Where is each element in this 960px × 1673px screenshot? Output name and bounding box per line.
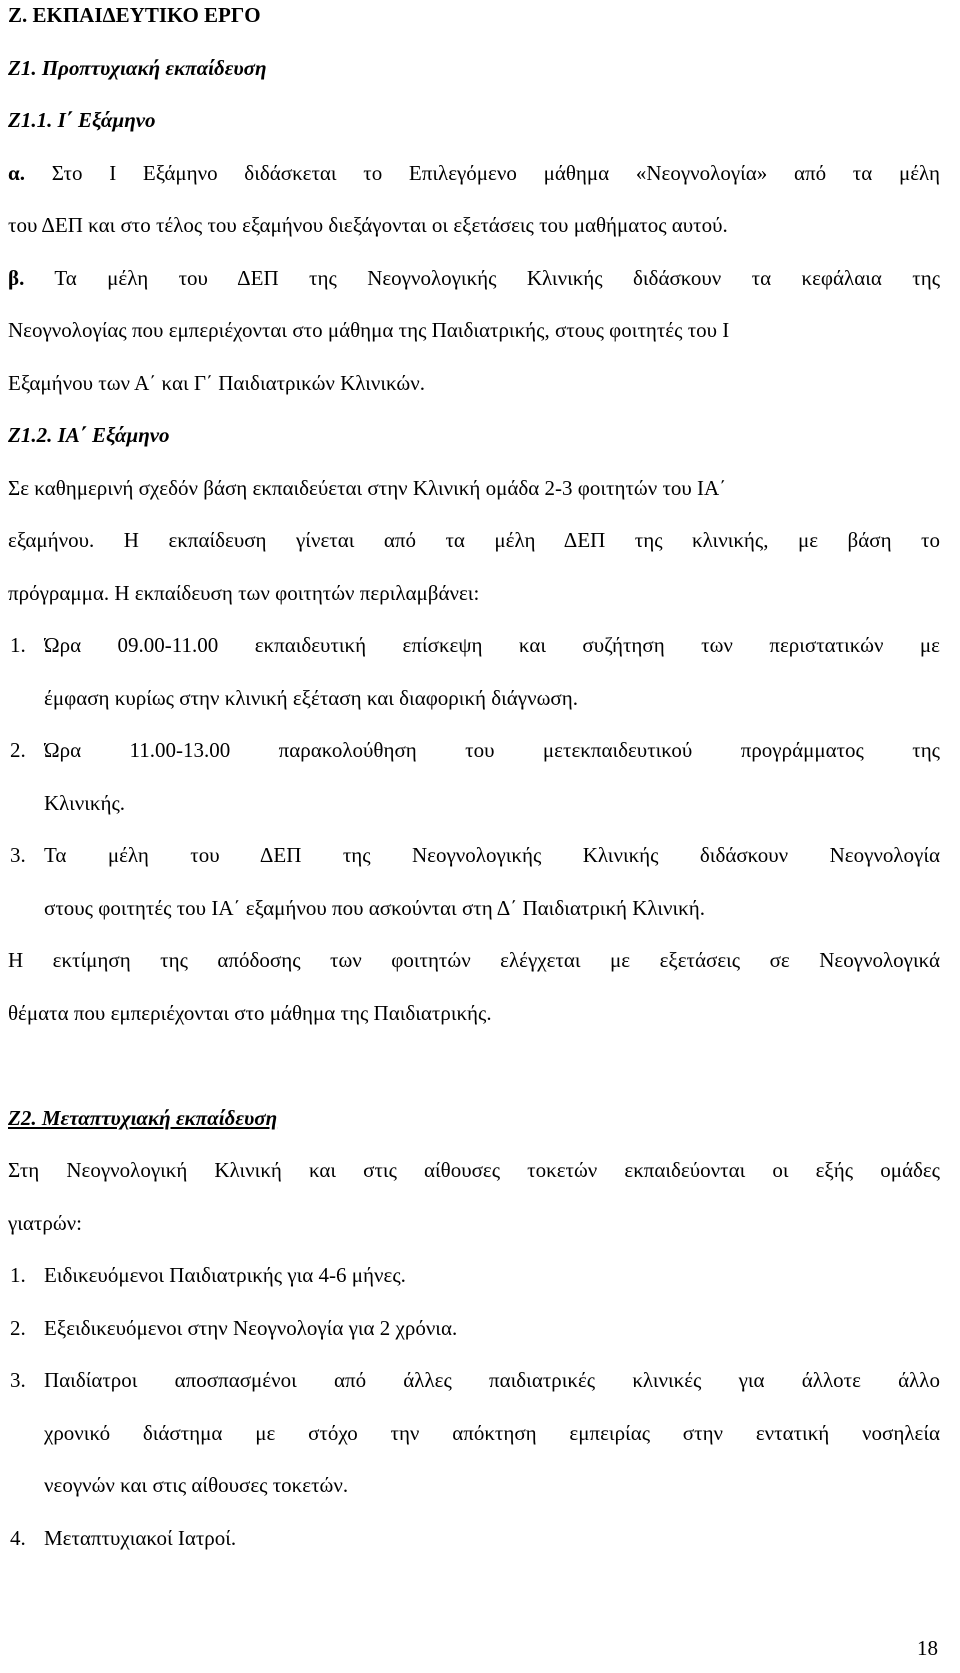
list-item-text-1: Ειδικευόμενοι Παιδιατρικής για 4-6 μήνες. [44,1263,406,1287]
assessment-line-1: Η εκτίμηση της απόδοσης των φοιτητών ελέγχεται με εξετάσεις σε Νεογνολογικά [8,948,940,972]
subsection-heading-z11: Ζ1.1. Ι΄ Εξάμηνο [8,108,156,132]
z2-list-item-2 [8,1302,940,1355]
paragraph-a-text-1: Στο Ι Εξάμηνο διδάσκεται το Επιλεγόμενο μάθημα «Νεογνολογία» από τα μέλη [51,160,940,185]
z12-list-item-3 [8,829,940,934]
z12-intro-line-3: πρόγραμμα. Η εκπαίδευση των φοιτητών περιλαμβάνει: [8,580,480,605]
paragraph-b-line-3: Εξαμήνου των Α΄ και Γ΄ Παιδιατρικών Κλινικών. [8,370,425,395]
paragraph-a-line-2: του ΔΕΠ και στο τέλος του εξαμήνου διεξάγονται οι εξετάσεις του μαθήματος αυτού. [8,213,728,237]
z2-list-item-4 [8,1512,940,1565]
list-item-text-1: Μεταπτυχιακοί Ιατροί. [44,1525,237,1550]
section-spacer [8,1039,940,1092]
z2-list-item-1 [8,1249,940,1302]
paragraph-b-line-1 [8,252,940,305]
list-item-text-1: Ώρα 09.00-11.00 εκπαιδευτική επίσκεψη και συζήτηση των περιστατικών με [44,633,940,657]
list-item-number: 1. [10,1263,26,1287]
assessment-line-2: θέματα που εμπεριέχονται στο μάθημα της Παιδιατρικής. [8,1000,492,1025]
z2-list-item-3 [8,1354,940,1512]
subsection-heading-z2: Ζ2. Μεταπτυχιακή εκπαίδευση [8,1105,278,1130]
list-item-number: 3. [10,1368,26,1392]
paragraph-a-line-1 [8,147,940,200]
paragraph-a-marker: α. [8,160,25,185]
z12-intro-line-1: Σε καθημερινή σχεδόν βάση εκπαιδεύεται στην Κλινική ομάδα 2-3 φοιτητών του ΙΑ΄ [8,475,727,500]
z2-intro-line-2: γιατρών: [8,1210,83,1235]
document-page [8,0,940,1564]
page-number: 18 [917,1636,938,1660]
section-heading: Ζ. ΕΚΠΑΙΔΕΥΤΙΚΟ ΕΡΓΟ [8,3,261,27]
list-item-text-1: Παιδίατροι αποσπασμένοι από άλλες παιδιατρικές κλινικές για άλλοτε άλλο [44,1368,940,1392]
list-item-number: 2. [10,1315,26,1340]
list-item-text-2: Κλινικής. [44,790,126,815]
list-item-text-1: Εξειδικευόμενοι στην Νεογνολογία για 2 χρόνια. [44,1315,458,1340]
subsection-heading-z12: Ζ1.2. ΙΑ΄ Εξάμηνο [8,423,170,447]
paragraph-b-line-2: Νεογνολογίας που εμπεριέχονται στο μάθημα της Παιδιατρικής, στους φοιτητές του Ι [8,318,730,342]
list-item-number: 3. [10,843,26,867]
list-item-number: 2. [10,738,26,762]
z12-intro-line-2: εξαμήνου. Η εκπαίδευση γίνεται από τα μέλη ΔΕΠ της κλινικής, με βάση το [8,528,940,552]
paragraph-b-text-1: Τα μέλη του ΔΕΠ της Νεογνολογικής Κλινικής διδάσκουν τα κεφάλαια της [54,265,940,290]
list-item-text-2: στους φοιτητές του ΙΑ΄ εξαμήνου που ασκούνται στη Δ΄ Παιδιατρική Κλινική. [44,895,705,920]
list-item-text-3: νεογνών και στις αίθουσες τοκετών. [44,1473,349,1497]
list-item-text-1: Τα μέλη του ΔΕΠ της Νεογνολογικής Κλινικής διδάσκουν Νεογνολογία [44,843,940,867]
list-item-text-2: έμφαση κυρίως στην κλινική εξέταση και διαφορική διάγνωση. [44,685,578,710]
paragraph-b-marker: β. [8,265,25,290]
list-item-text-1: Ώρα 11.00-13.00 παρακολούθηση του μετεκπαιδευτικού προγράμματος της [44,738,940,762]
list-item-number: 4. [10,1525,26,1550]
z12-list-item-1 [8,619,940,724]
list-item-number: 1. [10,633,26,657]
z2-intro-line-1: Στη Νεογνολογική Κλινική και στις αίθουσες τοκετών εκπαιδεύονται οι εξής ομάδες [8,1158,940,1182]
list-item-text-2: χρονικό διάστημα με στόχο την απόκτηση εμπειρίας στην εντατική νοσηλεία [44,1420,940,1445]
subsection-heading-z1: Ζ1. Προπτυχιακή εκπαίδευση [8,55,267,80]
z12-list-item-2 [8,724,940,829]
